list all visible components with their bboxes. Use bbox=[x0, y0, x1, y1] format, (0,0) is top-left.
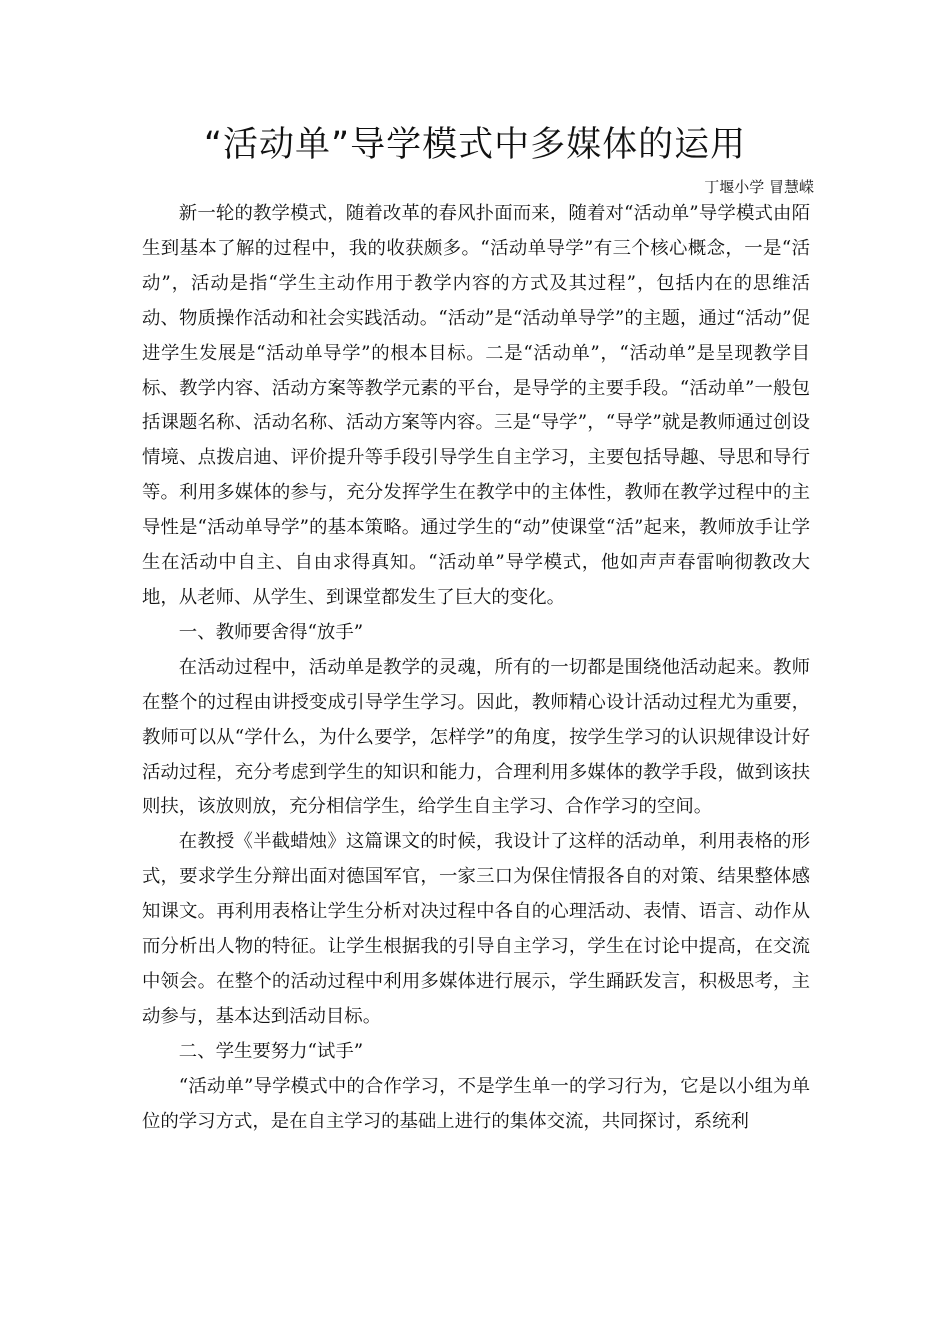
paragraph-section-1-b: 在教授《半截蜡烛》这篇课文的时候，我设计了这样的活动单，利用表格的形式，要求学生分辩出面对德国军官，一家三口为保住情报各自的对策、结果整体感知课文。再利用表格让学生分析对决过程中各自的心理活动、表情、语言、动作从而分析出人物的特征。让学生根据我的引导自主学习，学生在讨论中提高，在交流中领会。在整个的活动过程中利用多媒体进行展示，学生踊跃发言，积极思考，主动参与，基本达到活动目标。 bbox=[142, 831, 810, 1027]
paragraph-section-2-a: “活动单”导学模式中的合作学习，不是学生单一的学习行为，它是以小组为单位的学习方式，是在自主学习的基础上进行的集体交流，共同探讨，系统利 bbox=[142, 1075, 810, 1132]
document-author: 丁堰小学 冒慧嵘 bbox=[704, 178, 814, 196]
section-heading-1: 一、教师要舍得“放手” bbox=[178, 621, 364, 643]
paragraph-intro: 新一轮的教学模式，随着改革的春风扑面而来，随着对“活动单”导学模式由陌生到基本了解的过程中，我的收获颇多。“活动单导学”有三个核心概念，一是“活动”，活动是指“学生主动作用于教学内容的方式及其过程”，包括内在的思维活动、物质操作活动和社会实践活动。“活动”是“活动单导学”的主题，通过“活动”促进学生发展是“活动单导学”的根本目标。二是“活动单”，“活动单”是呈现教学目标、教学内容、活动方案等教学元素的平台，是导学的主要手段。“活动单”一般包括课题名称、活动名称、活动方案等内容。三是“导学”，“导学”就是教师通过创设情境、点拨启迪、评价提升等手段引导学生自主学习，主要包括导趣、导思和导行等。利用多媒体的参与，充分发挥学生在教学中的主体性，教师在教学过程中的主导性是“活动单导学”的基本策略。通过学生的“动”使课堂“活”起来，教师放手让学生在活动中自主、自由求得真知。“活动单”导学模式，他如声声春雷响彻教改大地，从老师、从学生、到课堂都发生了巨大的变化。 bbox=[142, 203, 810, 608]
paragraph-section-1-a: 在活动过程中，活动单是教学的灵魂，所有的一切都是围绕他活动起来。教师在整个的过程由讲授变成引导学生学习。因此，教师精心设计活动过程尤为重要，教师可以从“学什么，为什么要学，怎样学”的角度，按学生学习的认识规律设计好活动过程，充分考虑到学生的知识和能力，合理利用多媒体的教学手段，做到该扶则扶，该放则放，充分相信学生，给学生自主学习、合作学习的空间。 bbox=[142, 656, 810, 818]
document-body bbox=[142, 197, 810, 1139]
document-title: “活动单”导学模式中多媒体的运用 bbox=[203, 125, 747, 165]
section-heading-2: 二、学生要努力“试手” bbox=[178, 1040, 364, 1062]
